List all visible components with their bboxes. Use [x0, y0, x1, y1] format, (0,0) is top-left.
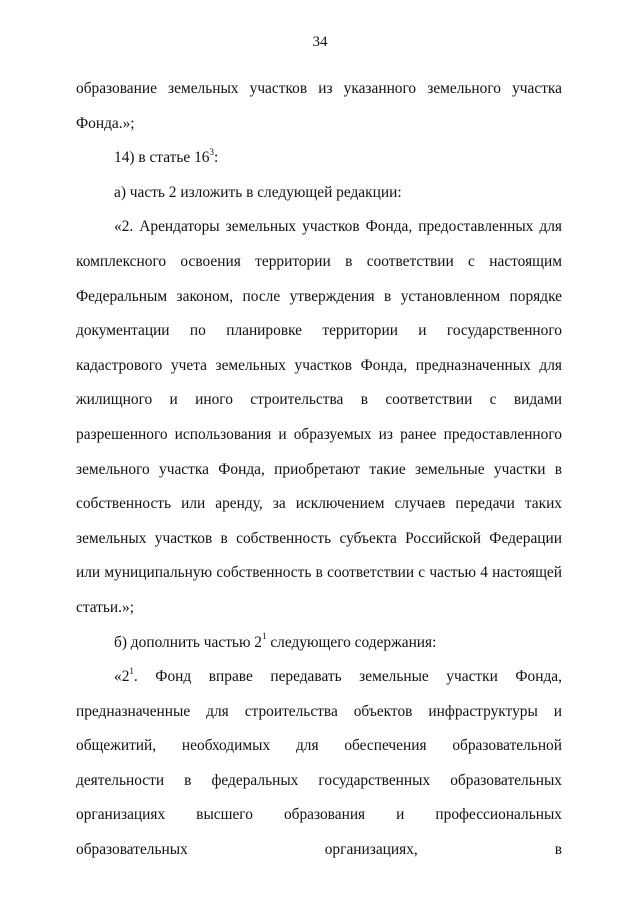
document-body: [76, 72, 562, 868]
paragraph-6: [76, 660, 562, 868]
paragraph-5-text: б) дополнить частью 2: [114, 633, 262, 651]
paragraph-2: [76, 141, 562, 176]
paragraph-5-suffix: следующего содержания:: [266, 633, 437, 651]
paragraph-2-text: 14) в статье 16: [114, 149, 210, 167]
paragraph-6-prefix: «2: [114, 668, 130, 686]
paragraph-2-superscript: 3: [209, 147, 214, 158]
paragraph-6-text: . Фонд вправе передавать земельные участки Фонда, предназначенные для строительства объектов инфраструктуры и общежитий, необходимых для обеспечения образовательной деятельности в федеральных государственных образовательных организациях высшего образования и профессиональных образовательных организациях, в: [76, 668, 562, 859]
paragraph-1: [76, 72, 562, 141]
paragraph-3-text: а) часть 2 изложить в следующей редакции:: [114, 183, 402, 201]
paragraph-1-text: образование земельных участков из указанного земельного участка Фонда.»;: [76, 80, 562, 132]
paragraph-6-superscript: 1: [129, 665, 134, 676]
page-number: 34: [312, 34, 328, 50]
paragraph-4-text: «2. Арендаторы земельных участков Фонда, предоставленных для комплексного освоения территории в соответствии с настоящим Федеральным законом, после утверждения в установленном порядке документации по планировке территории и государственного кадастрового учета земельных участков Фонда, предназначенных для жилищного и иного строительства в соответствии с видами разрешенного использования и образуемых из ранее предоставленного земельного участка Фонда, приобретают такие земельные участки в собственность или аренду, за исключением случаев передачи таких земельных участков в собственность субъекта Российской Федерации или муниципальную собственность в соответствии с частью 4 настоящей статьи.»;: [76, 218, 562, 616]
paragraph-2-suffix: :: [213, 149, 219, 167]
paragraph-5-superscript: 1: [262, 631, 267, 642]
paragraph-4: [76, 210, 562, 625]
paragraph-5: [76, 626, 562, 661]
paragraph-3: [76, 176, 562, 211]
